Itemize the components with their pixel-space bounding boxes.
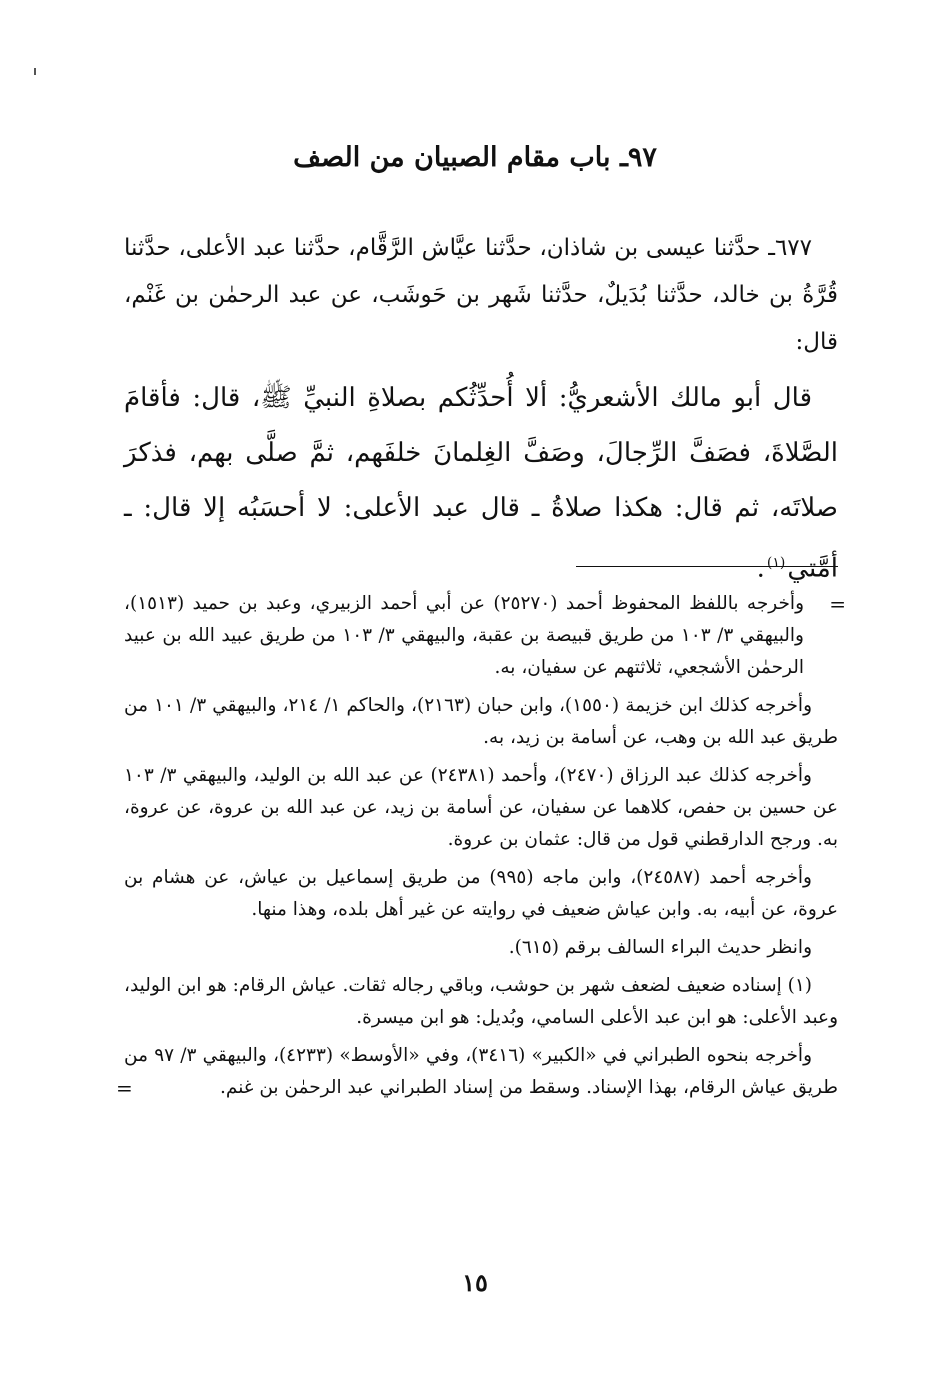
- matn-end-punct: .: [756, 553, 765, 584]
- footnote-separator: [576, 566, 838, 567]
- footnote-reference: (١): [766, 555, 786, 571]
- footnote-paragraph: (١) إسناده ضعيف لضعف شهر بن حوشب، وباقي رجاله ثقات. عياش الرقام: هو ابن الوليد، وعبد الأعلى: هو ابن عبد الأعلى السامي، وبُديل: هو ابن ميسرة.: [124, 975, 838, 1028]
- hadith-matn: [124, 371, 838, 597]
- hadith-isnad: ٦٧٧ـ حدَّثنا عيسى بن شاذان، حدَّثنا عيَّاش الرَّقَّام، حدَّثنا عبد الأعلى، حدَّثنا قُرَّةُ بن خالد، حدَّثنا بُدَيلٌ، حدَّثنا شَهر بن حَوشَب، عن عبد الرحمٰن بن غَنْم، قال:: [124, 235, 838, 355]
- footnote-text: وأخرجه باللفظ المحفوظ أحمد (٢٥٢٧٠) عن أبي أحمد الزبيري، وعبد بن حميد (١٥١٣)، والبيهقي ٣/ ١٠٣ من طريق قبيصة بن عقبة، والبيهقي ٣/ ١٠٣ من طريق عبيد الله بن عبيد الرحمٰن الأشجعي، ثلاثتهم عن سفيان، به.: [124, 593, 804, 678]
- footnote-paragraph: وأخرجه أحمد (٢٤٥٨٧)، وابن ماجه (٩٩٥) من طريق إسماعيل بن عياش، عن هشام بن عروة، عن أبيه، به. وابن عياش ضعيف في روايته عن غير أهل بلده، وهذا منها.: [124, 867, 838, 920]
- footnote-text: وأخرجه بنحوه الطبراني في «الكبير» (٣٤١٦)، وفي «الأوسط» (٤٢٣٣)، والبيهقي ٣/ ٩٧ من طريق عياش الرقام، بهذا الإسناد. وسقط من إسناد الطبراني عبد الرحمٰن بن غنم.: [124, 1045, 838, 1098]
- footnote-paragraph: وانظر حديث البراء السالف برقم (٦١٥).: [508, 937, 812, 958]
- page-number: ١٥: [462, 1268, 488, 1297]
- footnotes: [116, 588, 846, 1110]
- footnote-paragraph: [124, 588, 846, 684]
- chapter-title: ٩٧ـ باب مقام الصبيان من الصف: [293, 142, 657, 173]
- matn-text: قال أبو مالك الأشعريُّ: ألا أُحدِّثُكم بصلاةِ النبيِّ ﷺ، قال: فأقامَ الصَّلاةَ، فصَفَّ الرِّجالَ، وصَفَّ الغِلمانَ خلفَهم، ثمَّ صلَّى بهم، فذكرَ صلاتَه، ثم قال: هكذا صلاةُ ـ قال عبد الأعلى: لا أحسَبُه إلا قال: ـ أمَّتي: [124, 383, 838, 584]
- footnote-paragraph: وأخرجه كذلك عبد الرزاق (٢٤٧٠)، وأحمد (٢٤٣٨١) عن عبد الله بن الوليد، والبيهقي ٣/ ١٠٣ عن حسين بن حفص، كلاهما عن سفيان، عن أسامة بن زيد، عن عبد الله بن عروة، عن عروة، به. ورجح الدارقطني قول من قال: عثمان بن عروة.: [124, 765, 838, 850]
- continuation-mark: =: [829, 592, 846, 616]
- footnote-paragraph: وأخرجه كذلك ابن خزيمة (١٥٥٠)، وابن حبان (٢١٦٣)، والحاكم ١/ ٢١٤، والبيهقي ٣/ ١٠١ من طريق عبد الله بن وهب، عن أسامة بن زيد، به.: [124, 695, 838, 748]
- footnote-paragraph: [116, 1040, 838, 1104]
- continuation-mark-end: =: [116, 1076, 133, 1100]
- scan-speck: [34, 68, 36, 75]
